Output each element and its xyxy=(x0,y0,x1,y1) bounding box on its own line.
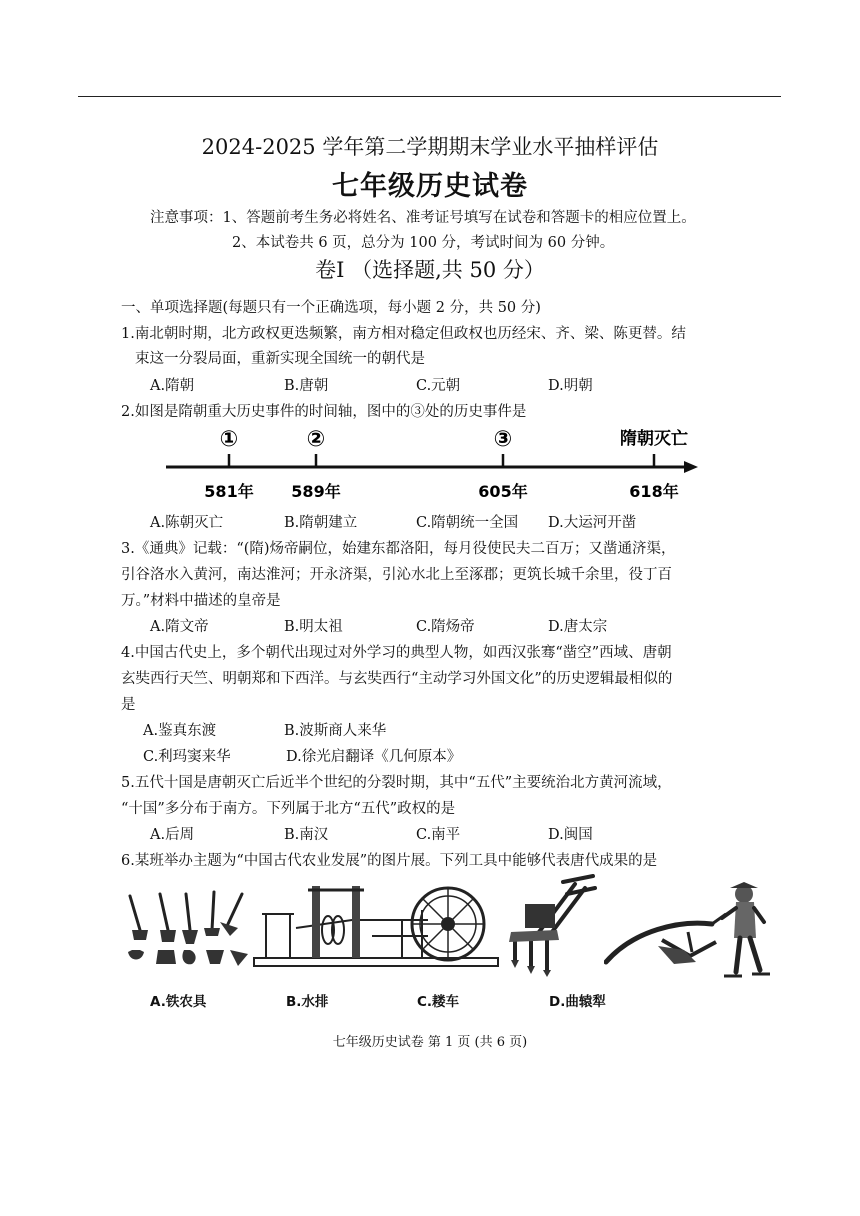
notice-line-2: 2、本试卷共 6 页，总分为 100 分，考试时间为 60 分钟。 xyxy=(232,235,615,251)
q1-line-2: 束这一分裂局面，重新实现全国统一的朝代是 xyxy=(135,351,425,367)
q2-line-1: 2.如图是隋朝重大历史事件的时间轴，图中的③处的历史事件是 xyxy=(121,404,527,420)
q1-line-1: 1.南北朝时期，北方政权更迭频繁，南方相对稳定但政权也历经宋、齐、梁、陈更替。结 xyxy=(121,326,686,342)
timeline-year-605: 605年 xyxy=(478,482,528,501)
timeline-marker-2: ② xyxy=(306,427,326,452)
page-footer: 七年级历史试卷 第 1 页 (共 6 页) xyxy=(332,1035,528,1050)
timeline-marker-4: 隋朝灭亡 xyxy=(620,429,688,449)
q3-option-a: A.隋文帝 xyxy=(150,619,209,635)
exam-title: 2024-2025 学年第二学期期末学业水平抽样评估 xyxy=(201,135,659,159)
q4-line-3: 是 xyxy=(121,697,136,713)
top-rule xyxy=(78,96,781,97)
section-instructions: 一、单项选择题(每题只有一个正确选项，每小题 2 分，共 50 分) xyxy=(121,300,541,316)
timeline-figure xyxy=(160,422,705,507)
section-title: 卷Ⅰ （选择题,共 50 分） xyxy=(315,258,545,282)
q2-option-a: A.陈朝灭亡 xyxy=(150,515,224,531)
timeline-year-581: 581年 xyxy=(204,482,254,501)
q3-option-b: B.明太祖 xyxy=(284,619,343,635)
q3-option-d: D.唐太宗 xyxy=(548,619,608,635)
timeline-marker-1: ① xyxy=(219,427,239,452)
q1-option-a: A.隋朝 xyxy=(150,378,195,394)
q3-line-1: 3.《通典》记载：“(隋)炀帝嗣位，始建东都洛阳，每月役使民夫二百万；又凿通济渠， xyxy=(121,541,676,557)
q3-line-3: 万。”材料中描述的皇帝是 xyxy=(121,593,281,609)
q1-option-d: D.明朝 xyxy=(548,378,593,394)
q6-caption-a: A.铁农具 xyxy=(150,994,207,1010)
q4-option-d: D.徐光启翻译《几何原本》 xyxy=(286,749,462,765)
q4-option-c: C.利玛窦来华 xyxy=(143,749,231,765)
timeline-year-589: 589年 xyxy=(291,482,341,501)
notice-line-1: 注意事项：1、答题前考生务必将姓名、准考证号填写在试卷和答题卡的相应位置上。 xyxy=(150,210,696,226)
q5-option-a: A.后周 xyxy=(150,827,195,843)
q5-option-d: D.闽国 xyxy=(548,827,593,843)
q5-option-c: C.南平 xyxy=(416,827,461,843)
q2-option-b: B.隋朝建立 xyxy=(284,515,358,531)
q2-option-d: D.大运河开凿 xyxy=(548,515,637,531)
iron-farm-tools-image xyxy=(120,884,252,974)
timeline-marker-3: ③ xyxy=(493,427,513,452)
q4-line-1: 4.中国古代史上，多个朝代出现过对外学习的典型人物，如西汉张骞“凿空”西域、唐朝 xyxy=(121,645,672,661)
q5-line-1: 5.五代十国是唐朝灭亡后近半个世纪的分裂时期，其中“五代”主要统治北方黄河流域， xyxy=(121,775,672,791)
timeline-arrowhead xyxy=(684,461,698,473)
q5-option-b: B.南汉 xyxy=(284,827,329,843)
curved-plough-image xyxy=(604,880,780,980)
q1-option-b: B.唐朝 xyxy=(284,378,329,394)
q4-line-2: 玄奘西行天竺、明朝郑和下西洋。与玄奘西行“主动学习外国文化”的历史逻辑最相似的 xyxy=(121,671,673,687)
q3-line-2: 引谷洛水入黄河，南达淮河；开永济渠，引沁水北上至涿郡；更筑长城千余里，役丁百 xyxy=(121,567,672,583)
q1-option-c: C.元朝 xyxy=(416,378,461,394)
q6-caption-b: B.水排 xyxy=(286,994,329,1010)
seed-drill-image xyxy=(505,874,601,978)
exam-subtitle: 七年级历史试卷 xyxy=(332,171,528,202)
q3-option-c: C.隋炀帝 xyxy=(416,619,475,635)
q2-option-c: C.隋朝统一全国 xyxy=(416,515,519,531)
q5-line-2: “十国”多分布于南方。下列属于北方“五代”政权的是 xyxy=(121,801,456,817)
q4-option-a: A.鉴真东渡 xyxy=(143,723,217,739)
q4-option-b: B.波斯商人来华 xyxy=(284,723,387,739)
timeline-year-618: 618年 xyxy=(629,482,679,501)
q6-caption-d: D.曲辕犁 xyxy=(549,994,606,1010)
water-bellows-image xyxy=(252,880,502,976)
q6-caption-c: C.耧车 xyxy=(417,994,460,1010)
q6-line-1: 6.某班举办主题为“中国古代农业发展”的图片展。下列工具中能够代表唐代成果的是 xyxy=(121,853,658,869)
